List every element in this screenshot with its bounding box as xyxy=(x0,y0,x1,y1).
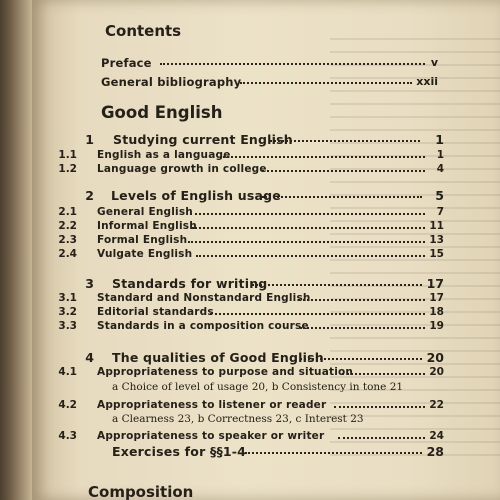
toc-label: General bibliography xyxy=(101,75,242,89)
chapter-number: 3 xyxy=(85,276,94,291)
section-label: Standards in a composition course xyxy=(97,320,309,332)
toc-chapter-1 xyxy=(0,132,500,148)
section-label: Vulgate English xyxy=(97,248,193,260)
chapter-label: Standards for writing xyxy=(112,276,268,291)
dot-leader xyxy=(270,136,420,142)
section-label: Appropriateness to purpose and situation xyxy=(97,366,354,378)
toc-chapter-2 xyxy=(0,188,500,204)
section-page: 7 xyxy=(436,206,444,218)
toc-entry-general-bibliography xyxy=(0,75,500,91)
chapter-number: 1 xyxy=(85,132,94,147)
toc-chapter-4 xyxy=(0,350,500,366)
subsection-detail: a Choice of level of usage 20, b Consistency in tone 21 xyxy=(112,381,404,393)
toc-exercises xyxy=(0,444,500,460)
section-page: 11 xyxy=(429,220,444,232)
section-number: 1.2 xyxy=(58,163,77,175)
section-label: Editorial standards xyxy=(97,306,214,318)
section-number: 4.2 xyxy=(58,399,77,411)
chapter-page: 1 xyxy=(435,132,444,147)
chapter-number: 2 xyxy=(85,188,94,203)
section-page: 22 xyxy=(429,399,444,411)
contents-heading: Contents xyxy=(105,22,182,40)
toc-page: v xyxy=(430,56,438,69)
section-number: 4.1 xyxy=(58,366,77,378)
dot-leader xyxy=(188,237,425,243)
exercises-page: 28 xyxy=(426,444,444,459)
chapter-page: 17 xyxy=(426,276,444,291)
subsection-detail: a Clearness 23, b Correctness 23, c Interest 23 xyxy=(112,413,364,425)
section-label: Standard and Nonstandard English xyxy=(97,292,311,304)
section-page: 13 xyxy=(429,234,444,246)
section-page: 15 xyxy=(429,248,444,260)
toc-page: xxii xyxy=(416,75,438,88)
toc-section-3-3 xyxy=(0,320,500,336)
section-page: 24 xyxy=(429,430,444,442)
toc-section-4-1 xyxy=(0,366,500,382)
section-label: Language growth in college xyxy=(97,163,267,175)
dot-leader xyxy=(192,223,425,229)
section-page: 4 xyxy=(436,163,444,175)
section-label: Formal English xyxy=(97,234,188,246)
section-page: 18 xyxy=(429,306,444,318)
section-number: 1.1 xyxy=(58,149,77,161)
dot-leader xyxy=(210,309,425,315)
chapter-label: The qualities of Good English xyxy=(112,350,324,365)
section-page: 17 xyxy=(429,292,444,304)
dot-leader xyxy=(196,251,425,257)
dot-leader xyxy=(252,280,422,286)
toc-section-1-2 xyxy=(0,163,500,179)
section-label: Appropriateness to speaker or writer xyxy=(97,430,325,442)
section-label: English as a language xyxy=(97,149,231,161)
section-page: 19 xyxy=(429,320,444,332)
section-label: Informal English xyxy=(97,220,197,232)
section-number: 2.2 xyxy=(58,220,77,232)
dot-leader xyxy=(262,192,422,198)
toc-detail-4-1 xyxy=(0,381,500,397)
dot-leader xyxy=(220,152,425,158)
chapter-number: 4 xyxy=(85,350,94,365)
toc-entry-preface xyxy=(0,56,500,72)
dot-leader xyxy=(262,166,425,172)
toc-detail-4-2 xyxy=(0,413,500,429)
toc-chapter-3 xyxy=(0,276,500,292)
section-number: 3.2 xyxy=(58,306,77,318)
dot-leader xyxy=(190,209,425,215)
section-number: 3.3 xyxy=(58,320,77,332)
dot-leader xyxy=(160,59,425,65)
chapter-page: 5 xyxy=(435,188,444,203)
part-title-composition: Composition xyxy=(88,483,194,500)
section-page: 1 xyxy=(436,149,444,161)
chapter-label: Studying current English xyxy=(113,132,293,147)
section-number: 2.4 xyxy=(58,248,77,260)
chapter-page: 20 xyxy=(426,350,444,365)
toc-label: Preface xyxy=(101,56,152,70)
section-number: 4.3 xyxy=(58,430,77,442)
section-label: Appropriateness to listener or reader xyxy=(97,399,327,411)
part-title-good-english: Good English xyxy=(101,103,223,122)
chapter-label: Levels of English usage xyxy=(111,188,281,203)
toc-section-2-4 xyxy=(0,248,500,264)
section-number: 2.1 xyxy=(58,206,77,218)
section-number: 3.1 xyxy=(58,292,77,304)
dot-leader xyxy=(245,448,422,454)
section-page: 20 xyxy=(429,366,444,378)
exercises-label: Exercises for §§1-4 xyxy=(112,444,247,459)
section-number: 2.3 xyxy=(58,234,77,246)
dot-leader xyxy=(240,78,412,84)
section-label: General English xyxy=(97,206,193,218)
